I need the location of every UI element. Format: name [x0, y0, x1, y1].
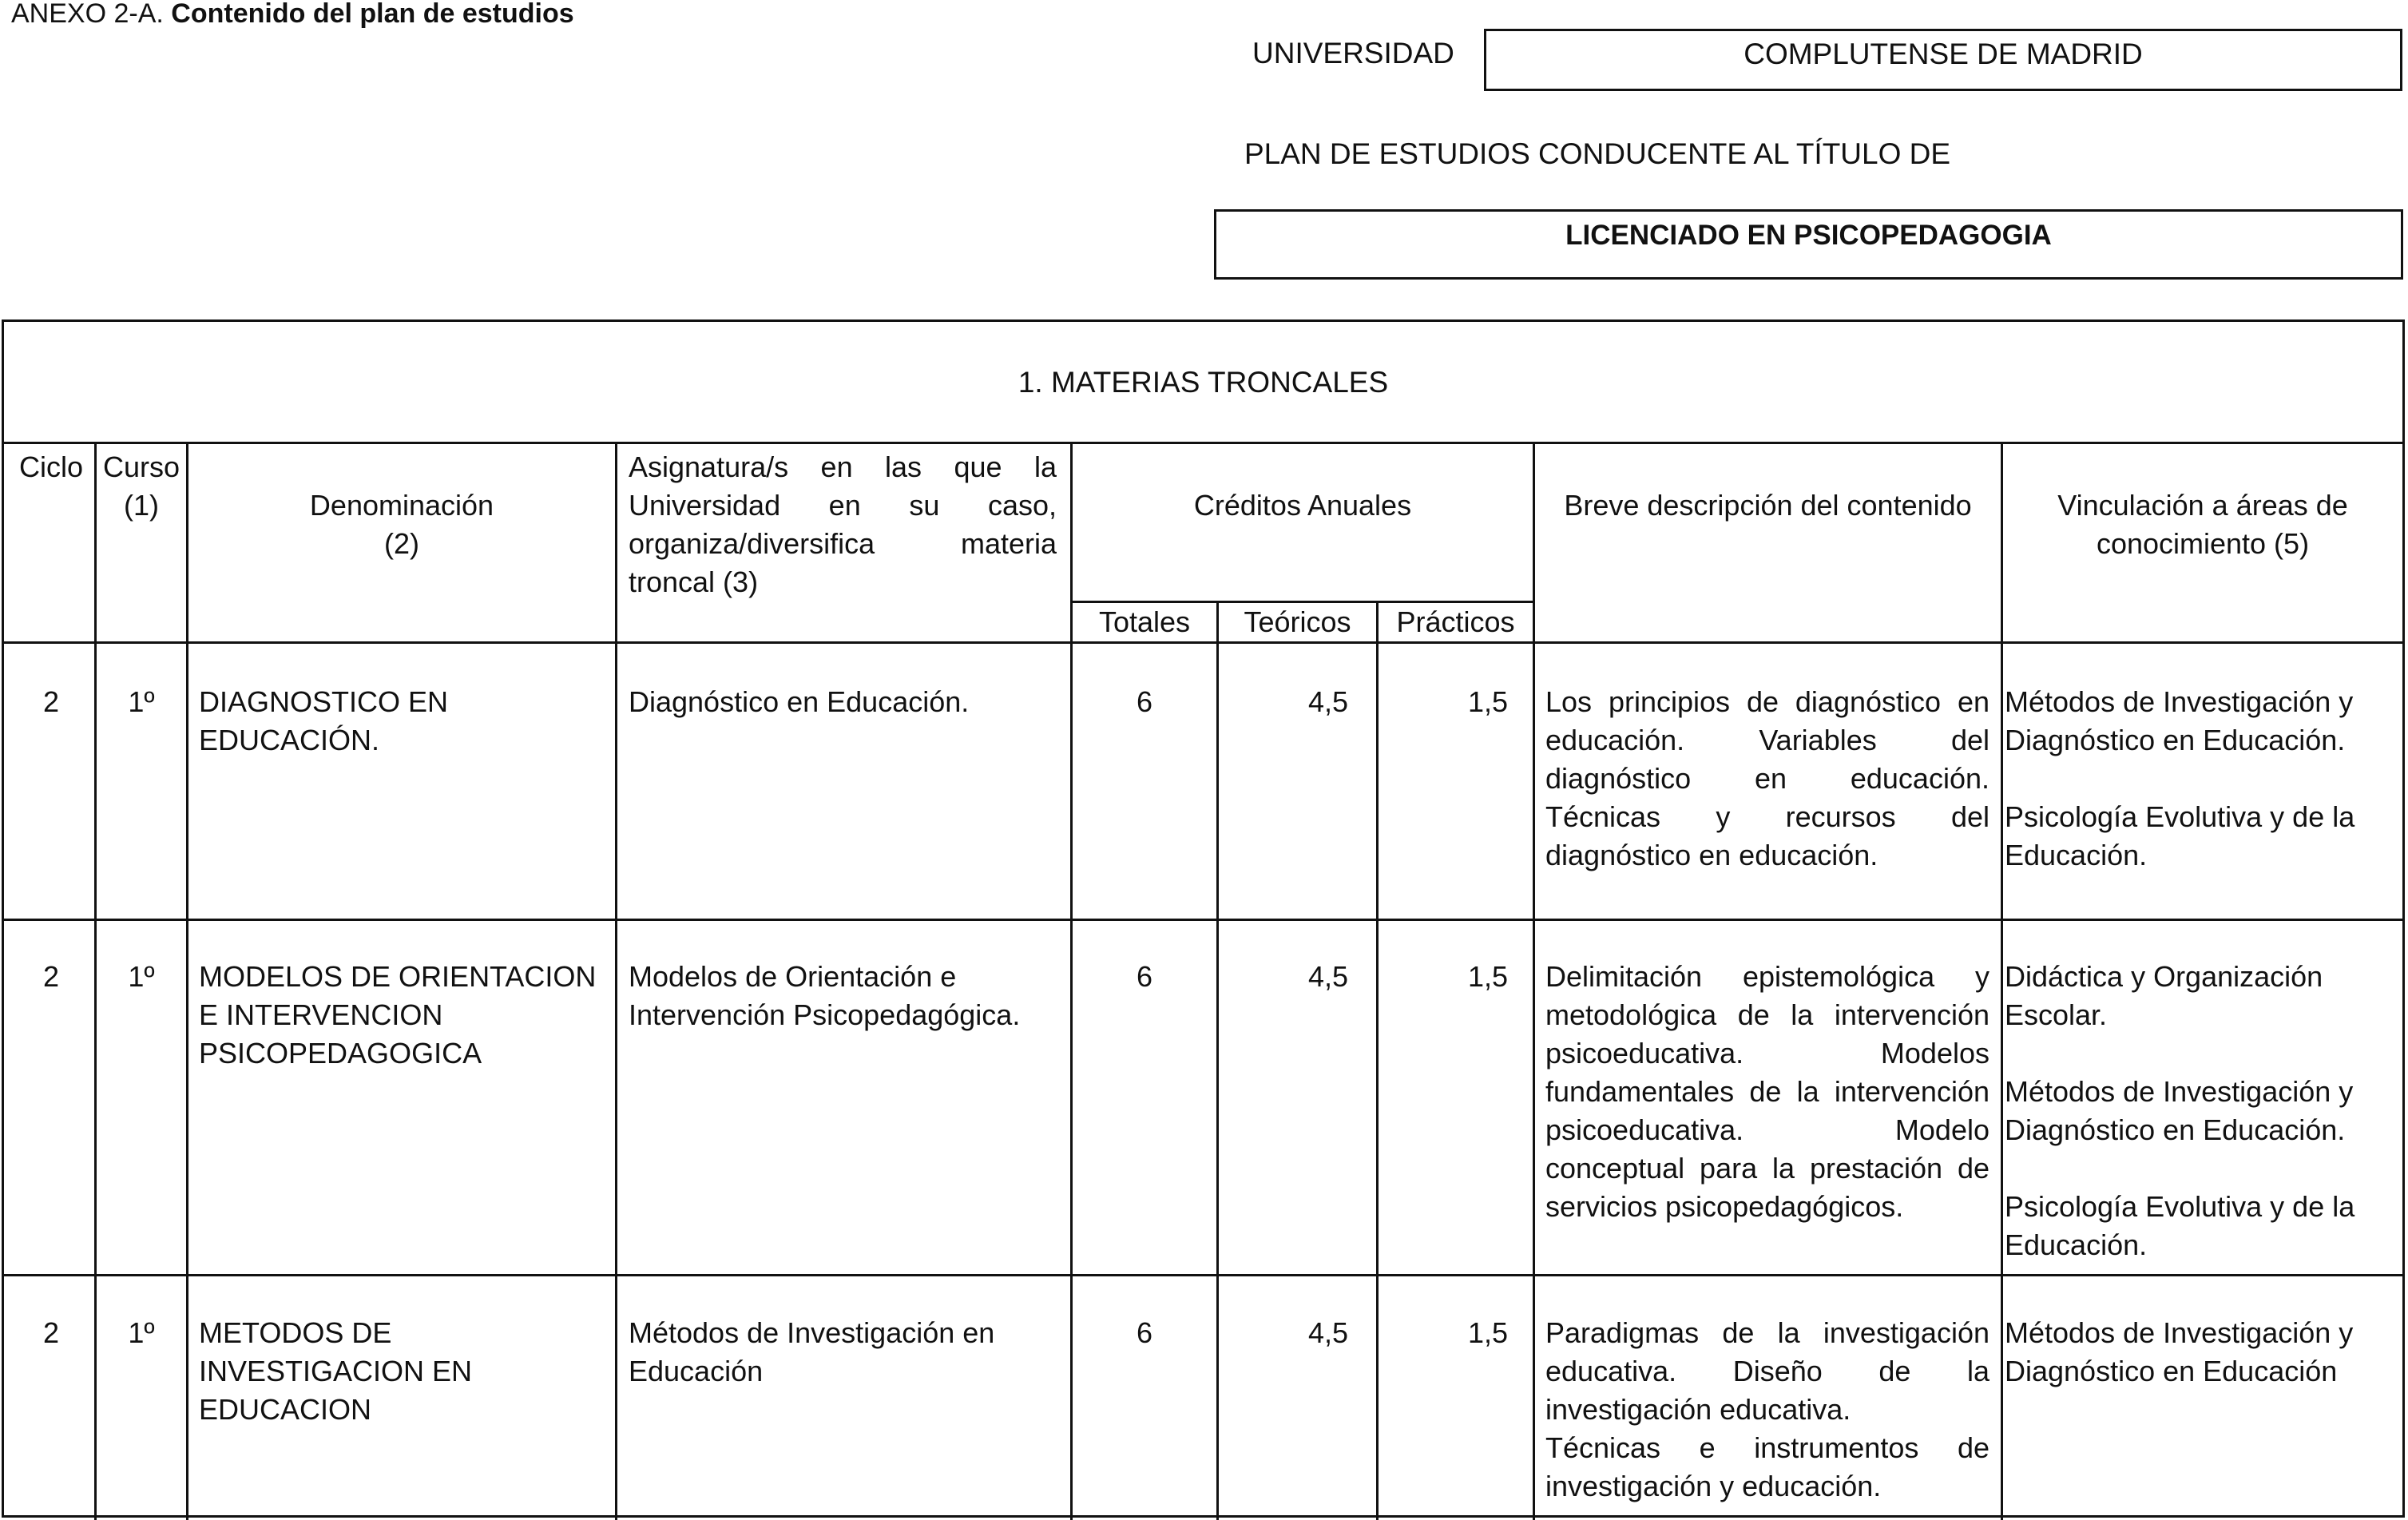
- row3-asignatura: Métodos de Investigación en Educación: [629, 1316, 995, 1387]
- row2-descripcion: Delimitación epistemológica y metodológica de la intervención psicoeducativa. Modelos fundamentales de la intervención psicoeducativa. Modelo conceptual para la prestación de servicios psicopedagógicos.: [1545, 960, 1989, 1223]
- header-creditos: Créditos Anuales: [1193, 489, 1412, 522]
- row1-descripcion: Los principios de diagnóstico en educación. Variables del diagnóstico en educación. Técnicas y recursos del diagnóstico en educación.: [1545, 685, 1989, 871]
- header-asignaturas: Asignatura/s en las que la Universidad en su caso, organiza/diversifica materia troncal (3): [629, 450, 1057, 598]
- row1-asignatura: Diagnóstico en Educación.: [629, 685, 970, 718]
- header-descripcion: Breve descripción del contenido: [1564, 489, 1972, 522]
- materias-table: [2, 319, 2405, 1518]
- row-rule-2: [4, 1274, 2402, 1276]
- annex-heading: [11, 0, 574, 30]
- plan-label: PLAN DE ESTUDIOS CONDUCENTE AL TÍTULO DE: [1244, 137, 1951, 170]
- row3-denominacion: METODOS DE INVESTIGACION EN EDUCACION: [199, 1316, 473, 1426]
- row2-asignatura: Modelos de Orientación e Intervención Psicopedagógica.: [629, 960, 1021, 1031]
- row1-practicos: 1,5: [1467, 685, 1508, 718]
- row2-totales: 6: [1136, 960, 1153, 993]
- row3-curso: 1º: [128, 1316, 155, 1349]
- row1-totales: 6: [1136, 685, 1153, 718]
- row1-teoricos: 4,5: [1307, 685, 1348, 718]
- col-rule-teoricos: [1376, 601, 1379, 1520]
- row3-teoricos: 4,5: [1307, 1316, 1348, 1349]
- header-denominacion: Denominación (2): [309, 489, 494, 560]
- row2-vinculacion: Didáctica y Organización Escolar. Métodos de Investigación y Diagnóstico en Educación. Psicología Evolutiva y de la Educación.: [2005, 960, 2355, 1261]
- col-rule-denominacion: [615, 442, 617, 1520]
- header-top-rule: [4, 442, 2402, 444]
- row3-vinculacion: Métodos de Investigación y Diagnóstico en Educación: [2005, 1316, 2354, 1387]
- degree-box: [1214, 209, 2403, 280]
- row3-ciclo: 2: [42, 1316, 60, 1349]
- row3-practicos: 1,5: [1467, 1316, 1508, 1349]
- row2-denominacion: MODELOS DE ORIENTACION E INTERVENCION PSICOPEDAGOGICA: [199, 960, 597, 1070]
- row1-ciclo: 2: [42, 685, 60, 718]
- annex-prefix: ANEXO 2-A.: [11, 0, 164, 29]
- col-rule-descripcion: [2001, 442, 2003, 1520]
- row1-vinculacion: Métodos de Investigación y Diagnóstico en Educación. Psicología Evolutiva y de la Educación.: [2005, 685, 2355, 871]
- university-name: COMPLUTENSE DE MADRID: [1744, 38, 2143, 70]
- university-box: [1484, 29, 2402, 91]
- degree-title: LICENCIADO EN PSICOPEDAGOGIA: [1565, 220, 2052, 251]
- university-label: UNIVERSIDAD: [1252, 37, 1454, 69]
- row1-denominacion: DIAGNOSTICO EN EDUCACIÓN.: [199, 685, 449, 756]
- row2-teoricos: 4,5: [1307, 960, 1348, 993]
- header-curso: Curso (1): [102, 450, 181, 522]
- row3-descripcion: Paradigmas de la investigación educativa. Diseño de la investigación educativa. Técnicas e instrumentos de investigación y educación.: [1545, 1316, 1989, 1502]
- header-practicos: Prácticos: [1396, 605, 1515, 638]
- section-title: 1. MATERIAS TRONCALES: [1018, 366, 1389, 399]
- row2-curso: 1º: [128, 960, 155, 993]
- row1-curso: 1º: [128, 685, 155, 718]
- row-rule-1: [4, 919, 2402, 921]
- header-teoricos: Teóricos: [1244, 605, 1351, 638]
- header-vinculacion: Vinculación a áreas de conocimiento (5): [2057, 489, 2348, 560]
- row2-ciclo: 2: [42, 960, 60, 993]
- row2-practicos: 1,5: [1467, 960, 1508, 993]
- row3-totales: 6: [1136, 1316, 1153, 1349]
- header-ciclo: Ciclo: [18, 450, 83, 483]
- header-totales: Totales: [1098, 605, 1191, 638]
- col-rule-curso: [186, 442, 188, 1520]
- col-rule-totales: [1216, 601, 1219, 1520]
- annex-title: Contenido del plan de estudios: [171, 0, 574, 29]
- header-bottom-rule: [4, 641, 2402, 644]
- col-rule-practicos: [1533, 442, 1535, 1520]
